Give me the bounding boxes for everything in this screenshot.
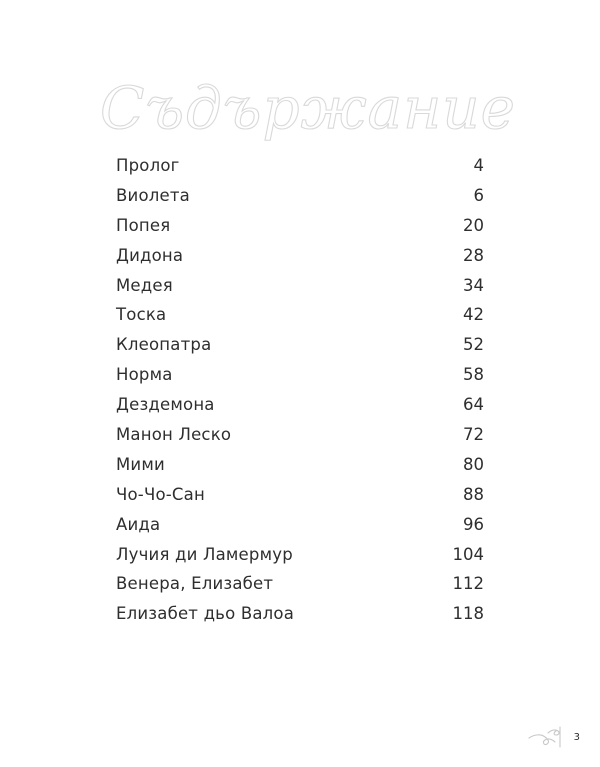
toc-entry-12[interactable] (116, 480, 486, 510)
toc-entry-title: Дездемона (116, 395, 215, 415)
contents-heading-text: Съдържание (100, 74, 516, 142)
toc-entry-title: Елизабет дьо Валоа (116, 604, 295, 624)
toc-entry-16[interactable] (116, 599, 486, 629)
table-of-contents (116, 151, 486, 629)
toc-entry-title: Манон Леско (116, 425, 232, 445)
toc-entry-title: Дидона (116, 245, 184, 265)
toc-entry-title: Тоска (116, 305, 167, 325)
toc-entry-title: Венера, Елизабет (116, 574, 274, 594)
toc-entry-title: Лучия ди Ламермур (116, 544, 293, 564)
toc-entry-1[interactable] (116, 151, 486, 181)
flourish-icon (527, 725, 567, 749)
toc-entry-page: 42 (463, 305, 484, 325)
toc-entry-title: Клеопатра (116, 335, 212, 355)
toc-entry-4[interactable] (116, 241, 486, 271)
toc-entry-9[interactable] (116, 390, 486, 420)
toc-entry-page: 52 (463, 335, 484, 355)
page-number: 3 (573, 731, 580, 743)
toc-entry-title: Медея (116, 275, 173, 295)
toc-entry-7[interactable] (116, 330, 486, 360)
contents-heading (100, 62, 516, 158)
toc-entry-title: Аида (116, 514, 161, 534)
toc-entry-page: 58 (463, 365, 484, 385)
toc-entry-page: 118 (452, 604, 484, 624)
toc-entry-15[interactable] (116, 569, 486, 599)
toc-entry-3[interactable] (116, 211, 486, 241)
toc-entry-page: 80 (463, 454, 484, 474)
toc-entry-page: 104 (452, 544, 484, 564)
toc-entry-6[interactable] (116, 300, 486, 330)
toc-entry-title: Норма (116, 365, 173, 385)
toc-entry-8[interactable] (116, 360, 486, 390)
toc-entry-page: 34 (463, 275, 484, 295)
toc-entry-page: 20 (463, 215, 484, 235)
toc-entry-2[interactable] (116, 181, 486, 211)
toc-entry-page: 88 (463, 484, 484, 504)
toc-entry-title: Виолета (116, 185, 190, 205)
toc-entry-page: 96 (463, 514, 484, 534)
toc-entry-13[interactable] (116, 510, 486, 540)
toc-entry-page: 72 (463, 425, 484, 445)
toc-entry-page: 112 (452, 574, 484, 594)
toc-entry-10[interactable] (116, 420, 486, 450)
toc-entry-14[interactable] (116, 540, 486, 570)
toc-entry-page: 4 (473, 156, 484, 175)
toc-entry-page: 28 (463, 245, 484, 265)
toc-entry-page: 6 (473, 185, 484, 205)
toc-entry-title: Попея (116, 215, 171, 235)
toc-entry-11[interactable] (116, 450, 486, 480)
toc-entry-title: Мими (116, 454, 165, 474)
toc-entry-5[interactable] (116, 271, 486, 301)
toc-entry-title: Пролог (116, 156, 180, 175)
toc-entry-page: 64 (463, 395, 484, 415)
page-footer (527, 725, 580, 749)
toc-entry-title: Чо-Чо-Сан (116, 484, 205, 504)
